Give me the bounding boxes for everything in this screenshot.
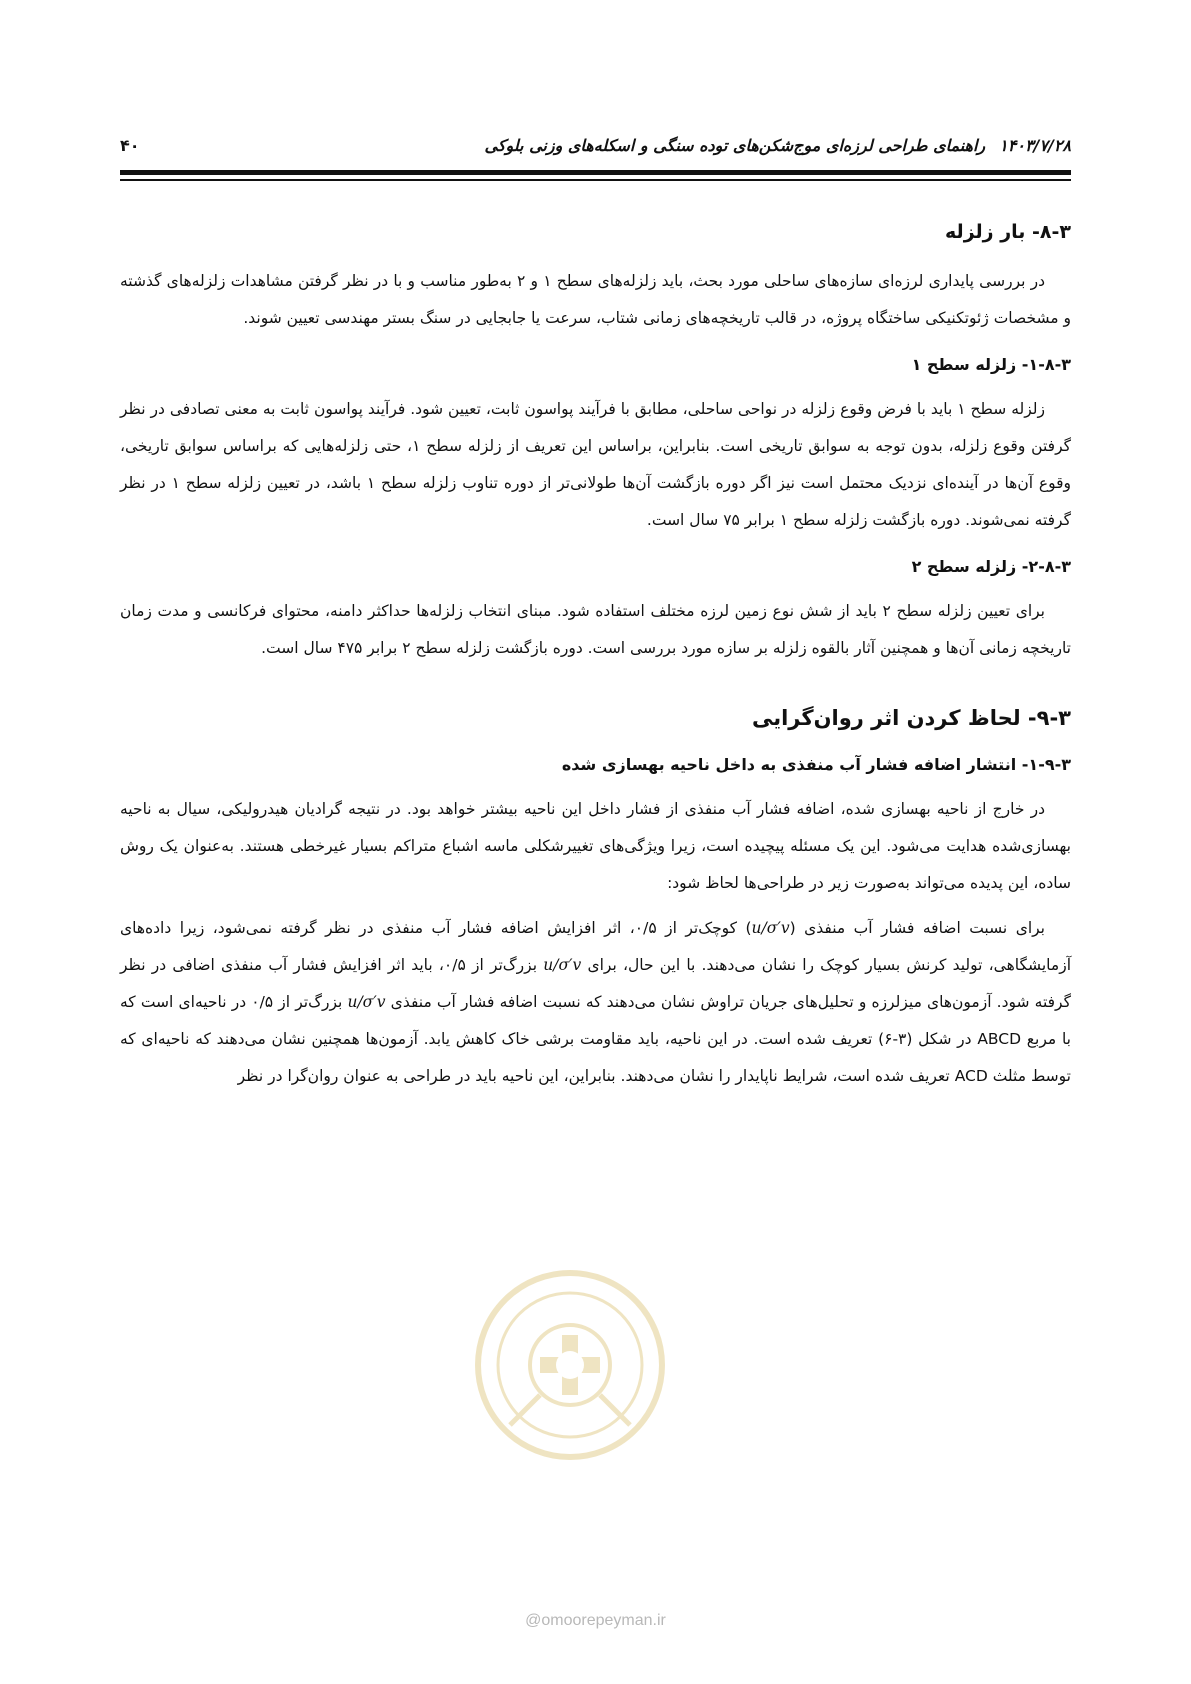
ratio-symbol: u/σ′v: [751, 919, 790, 937]
page-number: ۴۰: [120, 135, 140, 155]
document-page: [120, 0, 1071, 1684]
watermark-site-text: @omoorepeyman.ir: [525, 1612, 666, 1629]
section-heading-3-8-2: ۲-۸-۳- زلزله سطح ۲: [911, 557, 1071, 576]
header-title-group: [485, 136, 1071, 155]
pore-text-b: ) کوچک‌تر از ۰/۵، اثر افزایش اضافه فشار آب منفذی در نظر گرفته نمی‌شود، زیرا داده‌های آزمایشگاهی، تولید کرنش بسیار کوچک را نشان می‌دهند. با این حال، برای: [120, 919, 1071, 974]
paragraph-level-1: زلزله سطح ۱ باید با فرض وقوع زلزله در نواحی ساحلی، مطابق با فرآیند پواسون ثابت، تعیین شود. فرآیند پواسون ثابت به معنی تصادفی در نظر گرفتن وقوع زلزله، بدون توجه به سوابق تاریخی است. بنابراین، براساس این تعریف از زلزله سطح ۱، حتی زلزله‌هایی که براساس سوابق تاریخی، وقوع آن‌ها در آینده‌ای نزدیک محتمل است نیز اگر دوره بازگشت آن‌ها طولانی‌تر از دوره تناوب زلزله سطح ۱ باشد، در تعیین زلزله سطح ۱ در نظر گرفته نمی‌شوند. دوره بازگشت زلزله سطح ۱ برابر ۷۵ سال است.: [120, 400, 1072, 529]
section-heading-3-8: ۸-۳- بار زلزله: [945, 221, 1071, 243]
paragraph-pore-pressure-2: [120, 910, 1071, 1095]
running-header: [120, 130, 1071, 160]
paragraph-earthquake-load: در بررسی پایداری لرزه‌ای سازه‌های ساحلی مورد بحث، باید زلزله‌های سطح ۱ و ۲ به‌طور مناسب و با در نظر گرفتن مشاهدات زلزله‌های گذشته و مشخصات ژئوتکنیکی ساختگاه پروژه، در قالب تاریخچه‌های زمانی شتاب، سرعت یا جابجایی در سنگ بستر مهندسی تعیین شوند.: [120, 272, 1071, 327]
header-title: راهنمای طراحی لرزه‌ای موج‌شکن‌های توده سنگی و اسکله‌های وزنی بلوکی: [484, 135, 986, 155]
section-heading-3-8-1: ۱-۸-۳- زلزله سطح ۱: [911, 355, 1071, 374]
header-rule-thin: [120, 179, 1071, 181]
header-date: ۱۴۰۳/۷/۲۸: [999, 135, 1071, 155]
paragraph-level-2: برای تعیین زلزله سطح ۲ باید از شش نوع زمین لرزه مختلف استفاده شود. مبنای انتخاب زلزله‌ها حداکثر دامنه، محتوای فرکانسی و مدت زمان تاریخچه زمانی آن‌ها و همچنین آثار بالقوه زلزله بر سازه مورد بررسی است. دوره بازگشت زلزله سطح ۲ برابر ۴۷۵ سال است.: [120, 602, 1071, 657]
page-body: [120, 215, 1071, 1103]
ratio-symbol: u/σ′v: [543, 956, 582, 974]
section-heading-3-9: ۹-۳- لحاظ کردن اثر روان‌گرایی: [751, 706, 1071, 730]
paragraph-pore-pressure-1: در خارج از ناحیه بهسازی شده، اضافه فشار آب منفذی از فشار داخل این ناحیه بیشتر خواهد بود. در نتیجه گرادیان هیدرولیکی، سیال به ناحیه بهسازی‌شده هدایت می‌شود. این یک مسئله پیچیده است، زیرا ویژگی‌های تغییرشکلی ماسه اشباع متراکم بسیار غیرخطی هستند. به‌عنوان یک روش ساده، این پدیده می‌تواند به‌صورت زیر در طراحی‌ها لحاظ شود:: [120, 800, 1071, 892]
pore-text-c: بزرگ‌تر از ۰/۵، باید اثر افزایش فشار آب منفذی اضافی در نظر گرفته شود. آزمون‌های میزلرزه و تحلیل‌های جریان تراوش نشان می‌دهند که نسبت اضافه فشار آب منفذی: [120, 956, 1071, 1011]
pore-text-a: برای نسبت اضافه فشار آب منفذی (: [789, 919, 1045, 937]
ratio-symbol: u/σ′v: [347, 993, 386, 1011]
header-rule-thick: [120, 170, 1071, 175]
section-heading-3-9-1: ۱-۹-۳- انتشار اضافه فشار آب منفذی به داخل ناحیه بهسازی شده: [561, 755, 1071, 774]
pore-text-d: بزرگ‌تر از ۰/۵ در ناحیه‌ای است که با مربع ABCD در شکل (۳-۶) تعریف شده است. در این ناحیه، باید مقاومت برشی خاک کاهش یابد. آزمون‌ها همچنین نشان می‌دهند که ناحیه‌ای که توسط مثلث ACD تعریف شده است، شرایط ناپایدار را نشان می‌دهند. بنابراین، این ناحیه باید در طراحی به عنوان روان‌گرا در نظر: [120, 993, 1071, 1085]
